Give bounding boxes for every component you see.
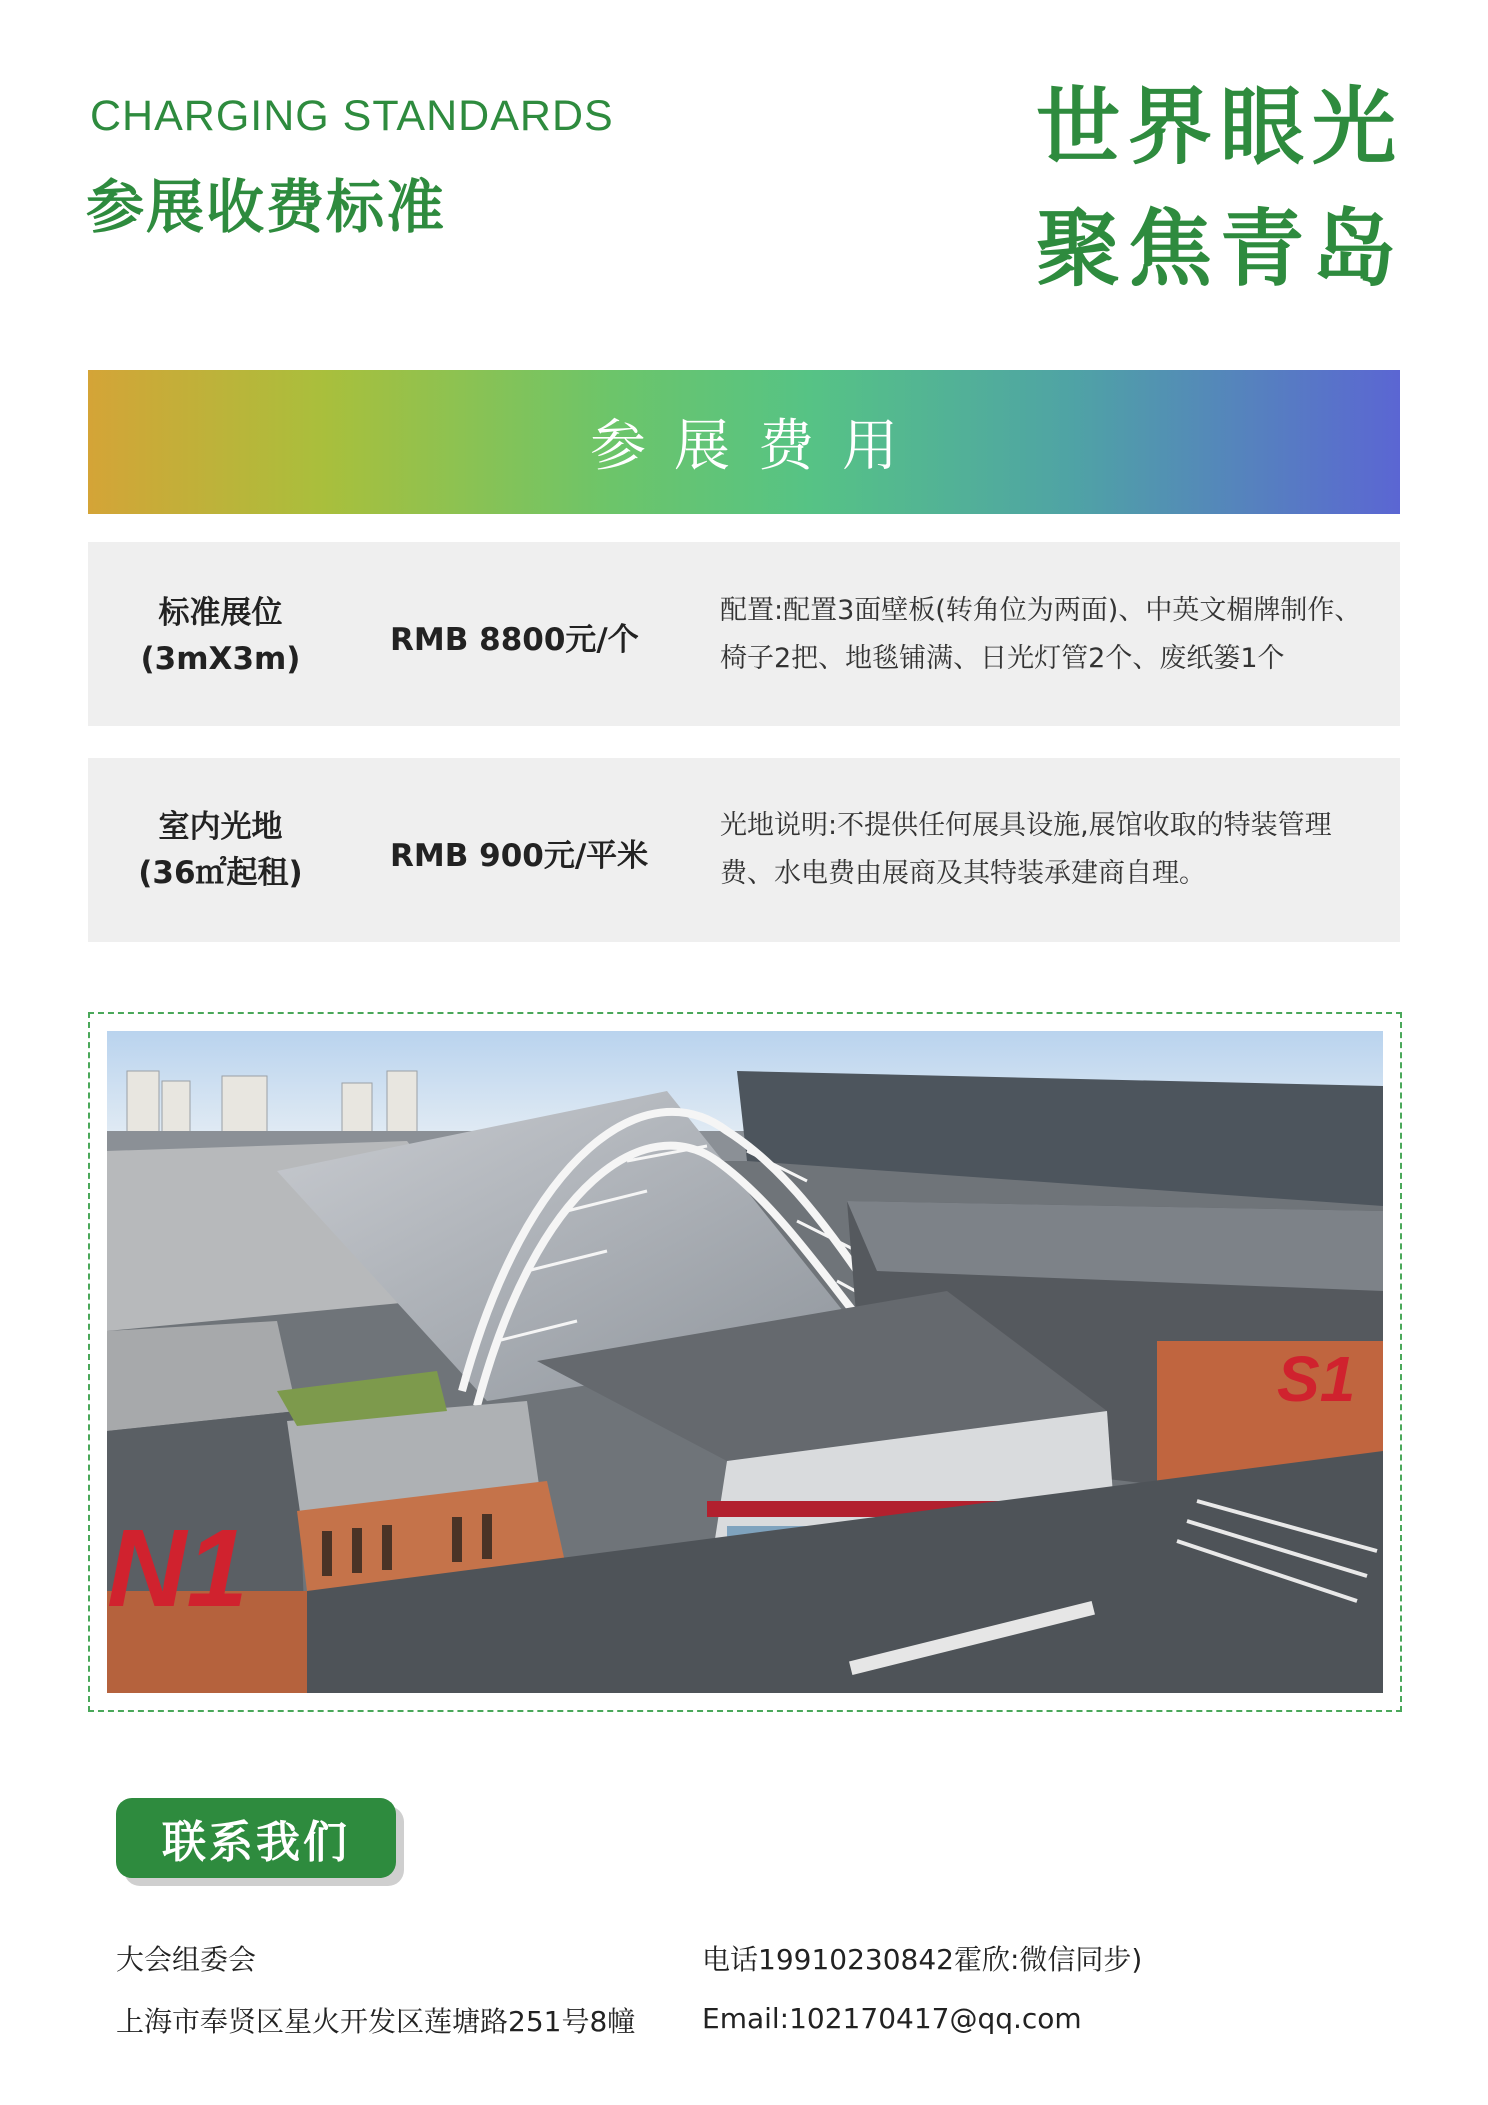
contact-us-button[interactable]: 联系我们 — [116, 1798, 396, 1878]
venue-photo — [107, 1031, 1383, 1693]
fee-description-line-2: 椅子2把、地毯铺满、日光灯管2个、废纸篓1个 — [720, 643, 1285, 674]
hall-label-s1: S1 — [1277, 1343, 1356, 1415]
venue-photo-frame — [88, 1012, 1402, 1712]
fee-description — [720, 587, 1380, 683]
fee-description — [720, 802, 1380, 898]
fees-banner — [88, 370, 1400, 514]
fee-description-line-1: 光地说明:不提供任何展具设施,展馆收取的特装管理 — [720, 810, 1332, 841]
fee-price: RMB 900元/平米 — [390, 838, 649, 874]
contact-phone: 电话19910230842霍欣:微信同步) — [702, 1943, 1143, 1976]
slogan-line-2: 聚焦青岛 — [1035, 199, 1404, 298]
fee-name — [88, 804, 353, 896]
contact-email[interactable]: Email:102170417@qq.com — [702, 2002, 1082, 2035]
fee-description-line-1: 配置:配置3面壁板(转角位为两面)、中英文楣牌制作、 — [720, 595, 1362, 626]
banner-title: 参展费用 — [590, 414, 926, 479]
fee-row-standard-booth — [88, 542, 1400, 726]
fee-name-line-1: 室内光地 — [158, 809, 283, 845]
fee-price: RMB 8800元/个 — [390, 622, 639, 658]
slogan-line-1: 世界眼光 — [1035, 77, 1404, 176]
organizer-address: 上海市奉贤区星火开发区莲塘路251号8幢 — [116, 2005, 636, 2038]
fee-name-line-1: 标准展位 — [158, 595, 283, 631]
slogan — [1036, 66, 1404, 310]
fee-name — [88, 590, 353, 682]
fee-name-line-2: (36㎡起租) — [138, 855, 303, 891]
hall-label-n1: N1 — [107, 1507, 248, 1630]
chinese-title: 参展收费标准 — [86, 173, 447, 241]
fee-description-line-2: 费、水电费由展商及其特装承建商自理。 — [720, 858, 1206, 889]
fee-row-raw-space — [88, 758, 1400, 942]
fee-name-line-2: (3mX3m) — [140, 641, 301, 677]
organizer-name: 大会组委会 — [116, 1943, 257, 1976]
english-title: CHARGING STANDARDS — [90, 92, 614, 140]
